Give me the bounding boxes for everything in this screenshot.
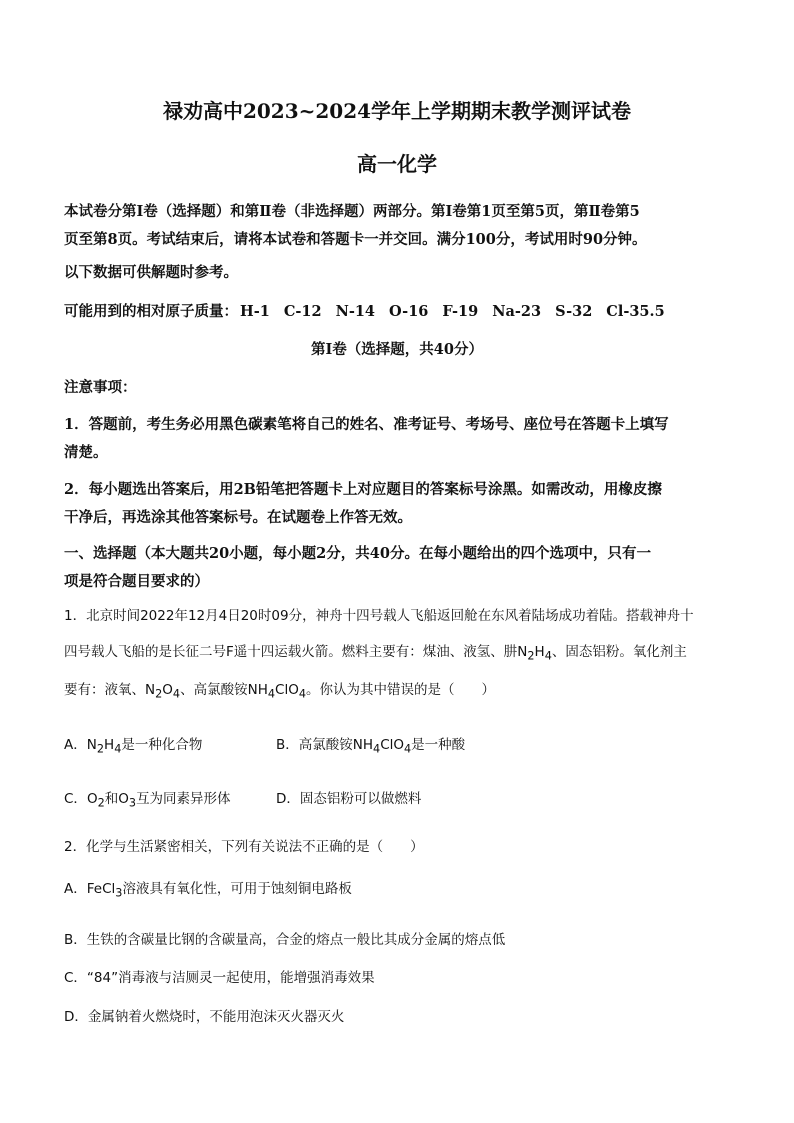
exam-title: 禄劝高中2023~2024学年上学期期末教学测评试卷 bbox=[162, 99, 632, 123]
atomic-mass-item: O-16 bbox=[389, 303, 429, 320]
atomic-mass-line bbox=[64, 298, 734, 326]
note-2-line-1: 2．每小题选出答案后，用2B铅笔把答题卡上对应题目的答案标号涂黑。如需改动，用橡皮擦 bbox=[64, 481, 662, 498]
q2-option-a[interactable]: A．FeCl$_3$溶液具有氧化性，可用于蚀刻铜电路板 bbox=[64, 881, 352, 900]
q2-option-c[interactable]: C．“84”消毒液与洁厕灵一起使用，能增强消毒效果 bbox=[64, 970, 375, 986]
q1-line-2 bbox=[64, 638, 734, 671]
q1-line-3-mid: 、高氯酸铵 bbox=[180, 682, 248, 698]
q2-stem: 2．化学与生活紧密相关，下列有关说法不正确的是（ ） bbox=[64, 839, 424, 855]
q1-option-b[interactable]: B．高氯酸铵$NH_4ClO_4$是一种酸 bbox=[276, 737, 466, 756]
q1-line-2-tail: 、固态铝粉。氧化剂主 bbox=[551, 644, 687, 660]
q1-option-d[interactable]: D．固态铝粉可以做燃料 bbox=[276, 791, 422, 807]
note-1-line-2: 清楚。 bbox=[64, 444, 108, 461]
formula-n2h4: $N_2H_4$ bbox=[86, 737, 122, 756]
atomic-mass-item: Cl-35.5 bbox=[606, 303, 665, 320]
atomic-mass-item: N-14 bbox=[335, 303, 376, 320]
note-2-line-2: 干净后，再选涂其他答案标号。在试题卷上作答无效。 bbox=[64, 509, 412, 526]
intro-line-1: 本试卷分第Ⅰ卷（选择题）和第Ⅱ卷（非选择题）两部分。第Ⅰ卷第1页至第5页，第Ⅱ卷第5 bbox=[64, 203, 640, 220]
formula-o2: $O_2$ bbox=[86, 791, 105, 810]
atomic-mass-label: 可能用到的相对原子质量： bbox=[64, 303, 238, 320]
section-title: 第Ⅰ卷（选择题，共40分） bbox=[311, 341, 483, 358]
formula-fecl3: FeCl$_3$ bbox=[86, 881, 123, 900]
notes-title: 注意事项： bbox=[64, 379, 137, 396]
q1-line-3-tail: 。你认为其中错误的是（ ） bbox=[306, 682, 495, 698]
formula-n2h4: $N_2H_4$ bbox=[517, 644, 552, 663]
q1-line-3-text: 要有：液氧、 bbox=[64, 682, 145, 698]
q2-option-b[interactable]: B．生铁的含碳量比钢的含碳量高，合金的熔点一般比其成分金属的熔点低 bbox=[64, 932, 506, 948]
atomic-mass-item: H-1 bbox=[240, 303, 270, 320]
q1-line-1: 1．北京时间2022年12月4日20时09分，神舟十四号载人飞船返回舱在东风着陆场成功着陆。搭载神舟十 bbox=[64, 608, 694, 624]
part-heading-line-1: 一、选择题（本大题共20小题，每小题2分，共40分。在每小题给出的四个选项中，只有一 bbox=[64, 545, 651, 562]
formula-nh4clo4: $NH_4ClO_4$ bbox=[352, 737, 412, 756]
data-note: 以下数据可供解题时参考。 bbox=[64, 264, 238, 281]
formula-n2o4: $N_2O_4$ bbox=[145, 682, 181, 701]
atomic-mass-item: S-32 bbox=[555, 303, 593, 320]
q1-line-3 bbox=[64, 676, 734, 709]
q1-line-2-text: 四号载人飞船的是长征二号F遥十四运载火箭。燃料主要有：煤油、液氢、肼 bbox=[64, 644, 518, 660]
formula-nh4clo4: $NH_4ClO_4$ bbox=[247, 682, 306, 701]
part-heading-line-2: 项是符合题目要求的） bbox=[64, 573, 209, 590]
formula-o3: $O_3$ bbox=[118, 791, 137, 810]
atomic-mass-item: Na-23 bbox=[492, 303, 542, 320]
subject-title: 高一化学 bbox=[357, 152, 437, 176]
atomic-mass-item: F-19 bbox=[442, 303, 479, 320]
q2-option-d[interactable]: D．金属钠着火燃烧时，不能用泡沫灭火器灭火 bbox=[64, 1009, 345, 1025]
q1-option-a[interactable]: A．$N_2H_4$是一种化合物 bbox=[64, 737, 203, 756]
atomic-mass-item: C-12 bbox=[283, 303, 322, 320]
intro-line-2: 页至第8页。考试结束后，请将本试卷和答题卡一并交回。满分100分，考试用时90分钟。 bbox=[64, 231, 647, 248]
q1-option-c[interactable]: C．$O_2$和$O_3$互为同素异形体 bbox=[64, 791, 231, 810]
note-1-line-1: 1．答题前，考生务必用黑色碳素笔将自己的姓名、准考证号、考场号、座位号在答题卡上填写 bbox=[64, 416, 669, 433]
